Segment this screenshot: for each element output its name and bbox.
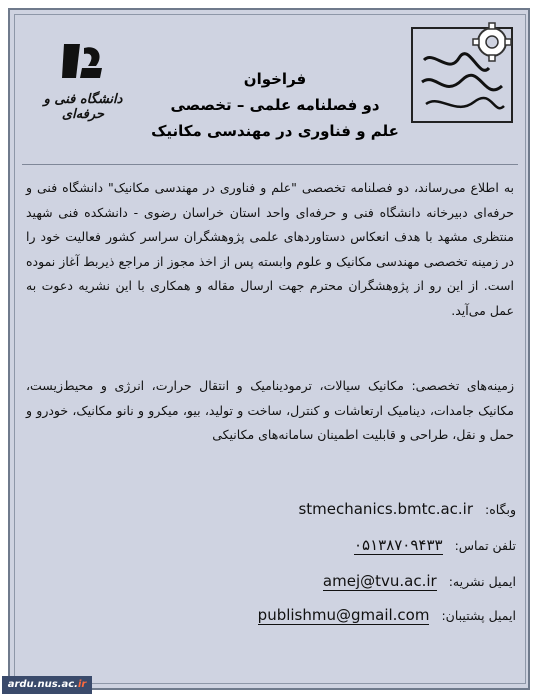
fields-paragraph: زمینه‌های تخصصی: مکانیک سیالات، ترمودینامیک و انتقال حرارت، انرژی و محیط‌زیست، مکانیک جامدات، دینامیک ارتعاشات و کنترل، ساخت و تولید، بیو، میکرو و نانو مکانیک، خودرو و حمل و نقل، طراحی و قابلیت اطمینان سامانه‌های مکانیکی <box>26 378 514 442</box>
university-emblem-icon <box>58 38 106 84</box>
phone-number: ۰۵۱۳۸۷۰۹۴۳۳ <box>353 536 443 554</box>
support-email-link[interactable]: publishmu@gmail.com <box>257 606 430 624</box>
site-watermark <box>2 676 92 694</box>
phone-row <box>354 536 516 555</box>
site-watermark-suffix: ir <box>77 679 87 690</box>
title-line-3: علم و فناوری در مهندسی مکانیک <box>151 122 399 140</box>
intro-paragraph: به اطلاع می‌رساند، دو فصلنامه تخصصی "علم و فناوری در مهندسی مکانیک" دانشگاه فنی و حرفه‌ای دبیرخانه دانشگاه فنی و حرفه‌ای واحد استان خراسان رضوی - دانشکده فنی شهید منتظری مشهد با هدف انعکاس دستاوردهای علمی پژوهشگران سراسر کشور فعالیت خود را در زمینه تخصصی مهندسی مکانیک و علوم وابسته پس از اخذ مجوز از مراجع ذیربط آغاز نموده است. از این رو از پژوهشگران محترم جهت ارسال مقاله و همکاری با این نشریه دعوت به عمل می‌آید. <box>26 180 514 318</box>
university-name: دانشگاه فنی و حرفه‌ای <box>43 92 123 122</box>
website-link[interactable]: stmechanics.bmtc.ac.ir <box>298 500 474 518</box>
divider <box>22 164 518 165</box>
university-logo <box>28 38 138 130</box>
journal-logo-icon <box>404 20 524 130</box>
title-line-2: دو فصلنامه علمی – تخصصی <box>170 96 380 114</box>
journal-email-label: ایمیل نشریه: <box>448 574 516 589</box>
website-row <box>298 500 516 518</box>
phone-label: تلفن تماس: <box>454 538 516 553</box>
title-line-1: فراخوان <box>243 70 307 88</box>
journal-email-link[interactable]: amej@tvu.ac.ir <box>322 572 437 590</box>
support-email-label: ایمیل پشتیبان: <box>441 608 516 623</box>
journal-email-row <box>323 572 516 591</box>
journal-logo <box>404 20 524 130</box>
support-email-row <box>258 606 516 625</box>
title-block <box>150 66 400 144</box>
site-watermark-prefix: ardu.nus.ac. <box>7 679 78 690</box>
website-label: وبگاه: <box>485 502 516 517</box>
